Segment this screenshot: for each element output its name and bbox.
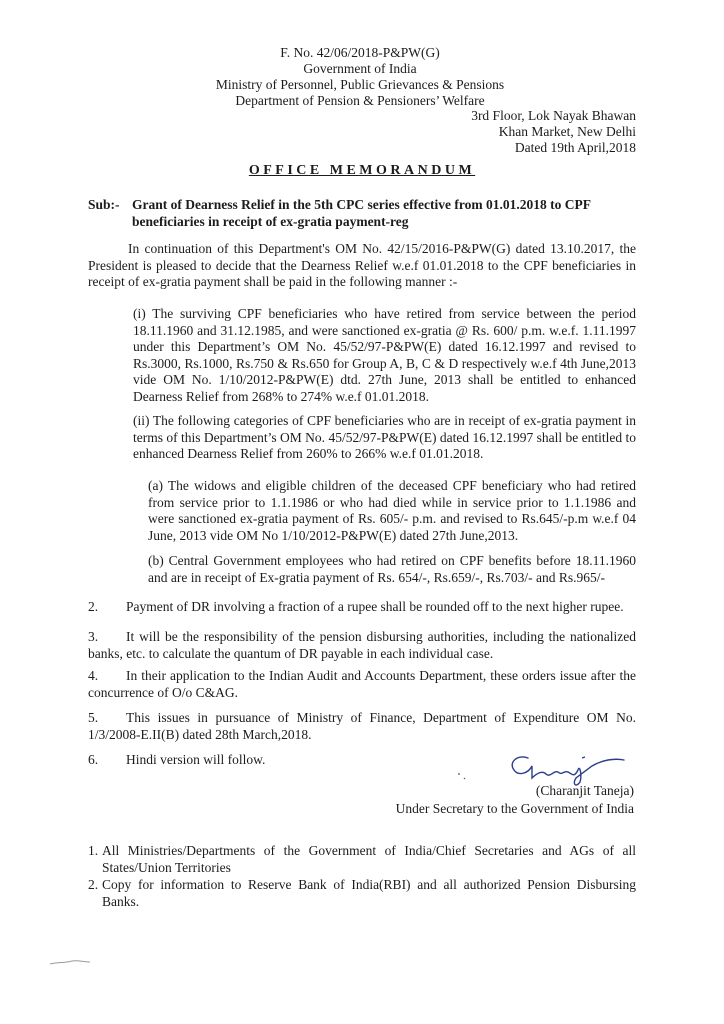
government-line: Government of India — [303, 61, 417, 76]
subject-line-1: Grant of Dearness Relief in the 5th CPC series effective from 01.01.2018 to CPF — [132, 197, 592, 212]
item-ii-paragraph: (ii) The following categories of CPF beneficiaries who are in receipt of ex-gratia payment in terms of this Department’s OM No. 45/52/97-P&PW(E) dated 16.12.1997 shall be entitled to enhanced Dearness Relief from 260% to 266% w.e.f 01.01.2018. — [133, 413, 636, 461]
item-i-paragraph: (i) The surviving CPF beneficiaries who have retired from service between the period 18.11.1960 and 31.12.1985, and were sanctioned ex-gratia @ Rs. 600/ p.m. w.e.f. 1.11.1997 under this Department’s OM No. 45/52/97-P&PW(E) dated 16.12.1997 and revised to Rs.3000, Rs.1000, Rs.750 & Rs.650 for Group A, B, C & D respectively w.e.f 4th June,2013 vide OM No. 1/10/2012-P&PW(E) dtd. 27th June, 2013 shall be entitled to enhanced Dearness Relief from 268% to 274% w.e.f 01.01.2018. — [133, 306, 636, 404]
item-b-paragraph: (b) Central Government employees who had retired on CPF benefits before 18.11.1960 and are in receipt of Ex-gratia payment of Rs. 654/-, Rs.659/-, Rs.703/- and Rs.965/- — [148, 553, 636, 585]
paragraph-3 — [88, 629, 636, 662]
file-number: F. No. 42/06/2018-P&PW(G) — [280, 45, 440, 60]
address-line-2: Khan Market, New Delhi — [498, 124, 636, 139]
distribution-text: All Ministries/Departments of the Government of India/Chief Secretaries and AGs of all States/Union Territories — [102, 843, 636, 875]
subject — [88, 196, 636, 230]
distribution-item — [88, 843, 636, 876]
paragraph-text: It will be the responsibility of the pension disbursing authorities, including the nationalized banks, etc. to calculate the quantum of DR payable in each individual case. — [88, 629, 636, 661]
paragraph-number: 6. — [88, 752, 99, 767]
paragraph-text: Hindi version will follow. — [126, 752, 266, 767]
intro-paragraph: In continuation of this Department's OM No. 42/15/2016-P&PW(G) dated 13.10.2017, the President is pleased to decide that the Dearness Relief w.e.f 01.01.2018 to the CPF beneficiaries in receipt of ex-gratia payment shall be paid in the following manner :- — [88, 241, 636, 289]
paragraph-text: In their application to the Indian Audit and Accounts Department, these orders issue after the concurrence of O/o C&AG. — [88, 668, 636, 700]
ministry-line: Ministry of Personnel, Public Grievances & Pensions — [215, 77, 505, 92]
department-line: Department of Pension & Pensioners’ Welfare — [235, 93, 485, 108]
page-title: OFFICE MEMORANDUM — [248, 163, 476, 178]
paragraph-text: Payment of DR involving a fraction of a rupee shall be rounded off to the next higher rupee. — [126, 599, 624, 614]
distribution-number: 1. — [88, 843, 99, 858]
scan-smudge — [48, 956, 92, 968]
subject-line-2: beneficiaries in receipt of ex-gratia payment-reg — [132, 214, 409, 229]
subject-label: Sub:- — [88, 197, 120, 212]
ink-dot — [456, 771, 462, 777]
distribution-item — [88, 877, 636, 910]
signatory-designation: Under Secretary to the Government of India — [395, 801, 634, 816]
signatory-name: (Charanjit Taneja) — [535, 783, 634, 798]
paragraph-2 — [88, 599, 636, 616]
item-a-paragraph: (a) The widows and eligible children of the deceased CPF beneficiary who had retired from service prior to 1.1.1986 or who had died while in service prior to 1.1.1986 and were sanctioned ex-gratia payment of Rs. 605/- p.m. and revised to Rs.645/-p.m w.e.f 04 June, 2013 vide OM No 1/10/2012-P&PW(E) dated 27th June,2013. — [148, 478, 636, 543]
dated-line: Dated 19th April,2018 — [514, 140, 636, 155]
paragraph-number: 2. — [88, 599, 99, 614]
distribution-text: Copy for information to Reserve Bank of India(RBI) and all authorized Pension Disbursing Banks. — [102, 877, 636, 909]
distribution-number: 2. — [88, 877, 99, 892]
paragraph-4 — [88, 668, 636, 701]
paragraph-number: 5. — [88, 710, 99, 725]
paragraph-5 — [88, 710, 636, 743]
address-line-1: 3rd Floor, Lok Nayak Bhawan — [471, 108, 636, 123]
paragraph-text: This issues in pursuance of Ministry of Finance, Department of Expenditure OM No. 1/3/2008-E.II(B) dated 28th March,2018. — [88, 710, 636, 742]
paragraph-number: 4. — [88, 668, 99, 683]
paragraph-number: 3. — [88, 629, 99, 644]
